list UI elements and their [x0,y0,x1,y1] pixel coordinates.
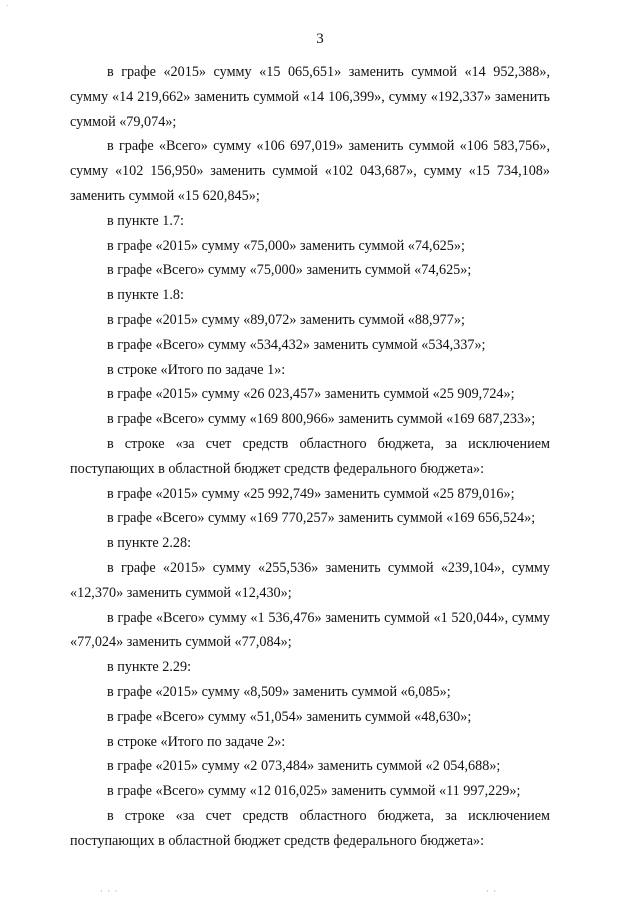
paragraph-task-2-total: в графе «Всего» сумму «12 016,025» заменить суммой «11 997,229»; [107,783,521,800]
document-body [70,60,550,854]
paragraph-1-8-total: в графе «Всего» сумму «534,432» заменить суммой «534,337»; [107,336,486,353]
paragraph-item-2-29: в пункте 2.29: [107,659,192,676]
paragraph-item-1-8: в пункте 1.8: [107,287,184,304]
scan-artifact-mark: · · [486,886,498,896]
page-number: 3 [316,31,324,47]
paragraph-task-1-total-row: в строке «Итого по задаче 1»: [107,361,286,378]
scan-artifact-mark: · [6,2,10,10]
paragraph-task-2-total-row: в строке «Итого по задаче 2»: [107,733,286,750]
paragraph-2015-sums: в графе «2015» сумму «15 065,651» заменить суммой «14 952,388», сумму «14 219,662» заменить суммой «14 106,399», сумму «192,337» заменить суммой «79,074»; [70,64,550,130]
paragraph-2-29-2015: в графе «2015» сумму «8,509» заменить суммой «6,085»; [107,683,451,700]
paragraph-regional-1-total: в графе «Всего» сумму «169 770,257» заменить суммой «169 656,524»; [107,510,536,527]
paragraph-2-28-total: в графе «Всего» сумму «1 536,476» заменить суммой «1 520,044», сумму «77,024» заменить суммой «77,084»; [70,609,550,651]
paragraph-2-29-total: в графе «Всего» сумму «51,054» заменить суммой «48,630»; [107,708,472,725]
paragraph-2-28-2015: в графе «2015» сумму «255,536» заменить суммой «239,104», сумму «12,370» заменить суммой «12,430»; [70,559,550,601]
paragraph-total-sums: в графе «Всего» сумму «106 697,019» заменить суммой «106 583,756», сумму «102 156,950» заменить суммой «102 043,687», сумму «15 734,108» заменить суммой «15 620,845»; [70,138,550,204]
paragraph-task-1-total: в графе «Всего» сумму «169 800,966» заменить суммой «169 687,233»; [107,411,536,428]
paragraph-regional-1-2015: в графе «2015» сумму «25 992,749» заменить суммой «25 879,016»; [107,485,515,502]
paragraph-task-1-2015: в графе «2015» сумму «26 023,457» заменить суммой «25 909,724»; [107,386,515,403]
paragraph-1-8-2015: в графе «2015» сумму «89,072» заменить суммой «88,977»; [107,311,465,328]
paragraph-task-2-2015: в графе «2015» сумму «2 073,484» заменить суммой «2 054,688»; [107,758,501,775]
paragraph-1-7-total: в графе «Всего» сумму «75,000» заменить суммой «74,625»; [107,262,472,279]
paragraph-regional-budget-row-1: в строке «за счет средств областного бюджета, за исключением поступающих в областной бюджет средств федерального бюджета»: [70,435,550,477]
paragraph-regional-budget-row-2: в строке «за счет средств областного бюджета, за исключением поступающих в областной бюджет средств федерального бюджета»: [70,807,550,849]
paragraph-item-1-7: в пункте 1.7: [107,212,184,229]
scan-artifact-mark: · · · [100,886,119,896]
paragraph-1-7-2015: в графе «2015» сумму «75,000» заменить суммой «74,625»; [107,237,465,254]
paragraph-item-2-28: в пункте 2.28: [107,535,192,552]
